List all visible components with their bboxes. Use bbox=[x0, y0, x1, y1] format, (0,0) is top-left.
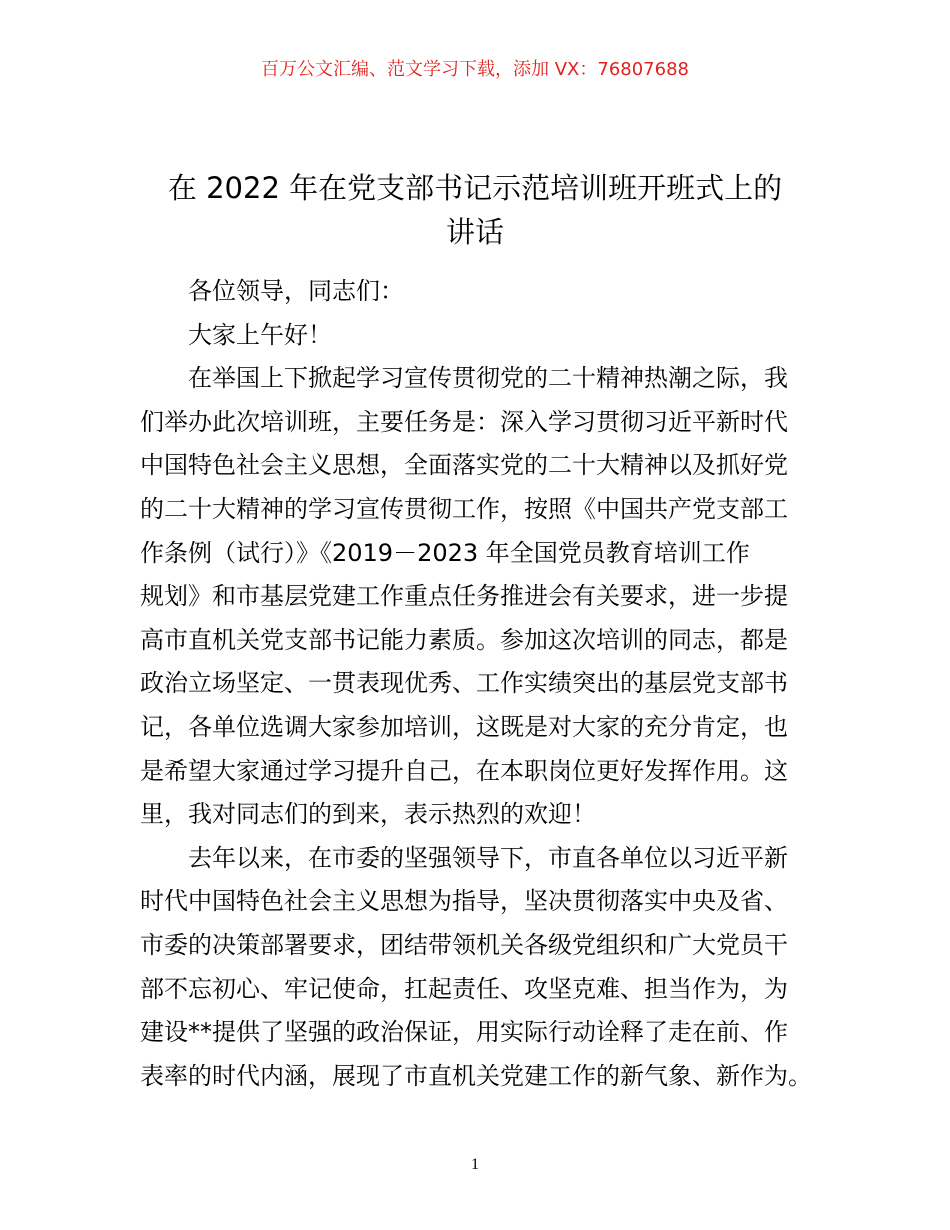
text-line: 表率的时代内涵，展现了市直机关党建工作的新气象、新作为。 bbox=[140, 1061, 812, 1090]
document-body bbox=[140, 270, 812, 1098]
text-line: 高市直机关党支部书记能力素质。参加这次培训的同志，都是 bbox=[140, 625, 788, 654]
title-line: 讲话 bbox=[445, 215, 504, 249]
text-line: 记，各单位选调大家参加培训，这既是对大家的充分肯定，也 bbox=[140, 712, 788, 741]
text-line: 去年以来，在市委的坚强领导下，市直各单位以习近平新 bbox=[188, 843, 788, 872]
body-paragraph bbox=[140, 837, 812, 1099]
text-line: 各位领导，同志们： bbox=[188, 277, 404, 305]
text-line: 建设**提供了坚强的政治保证，用实际行动诠释了走在前、作 bbox=[140, 1018, 788, 1047]
body-paragraph bbox=[140, 357, 812, 837]
text-line: 规划》和市基层党建工作重点任务推进会有关要求，进一步提 bbox=[140, 582, 788, 611]
text-line: 时代中国特色社会主义思想为指导，坚决贯彻落实中央及省、 bbox=[140, 887, 788, 916]
title-line: 在 2022 年在党支部书记示范培训班开班式上的 bbox=[167, 171, 783, 205]
text-line: 大家上午好！ bbox=[188, 320, 332, 349]
text-line: 们举办此次培训班，主要任务是：深入学习贯彻习近平新时代 bbox=[140, 407, 788, 436]
text-line: 在举国上下掀起学习宣传贯彻党的二十精神热潮之际，我 bbox=[188, 364, 788, 393]
text-line: 政治立场坚定、一贯表现优秀、工作实绩突出的基层党支部书 bbox=[140, 669, 788, 698]
text-line: 中国特色社会主义思想，全面落实党的二十大精神以及抓好党 bbox=[140, 451, 788, 480]
watermark-header: 百万公文汇编、范文学习下载，添加 VX：76807688 bbox=[261, 59, 689, 80]
text-line: 作条例（试行）》《2019－2023 年全国党员教育培训工作 bbox=[140, 538, 750, 567]
text-line: 的二十大精神的学习宣传贯彻工作，按照《中国共产党支部工 bbox=[140, 494, 788, 523]
text-line: 是希望大家通过学习提升自己，在本职岗位更好发挥作用。这 bbox=[140, 756, 788, 785]
text-line: 部不忘初心、牢记使命，扛起责任、攻坚克难、担当作为，为 bbox=[140, 974, 788, 1003]
page-number: 1 bbox=[471, 1156, 479, 1173]
document-title bbox=[140, 166, 810, 254]
salutation-paragraph bbox=[140, 270, 812, 314]
text-line: 里，我对同志们的到来，表示热烈的欢迎！ bbox=[140, 800, 596, 829]
text-line: 市委的决策部署要求，团结带领机关各级党组织和广大党员干 bbox=[140, 930, 788, 959]
greeting-paragraph bbox=[140, 314, 812, 358]
